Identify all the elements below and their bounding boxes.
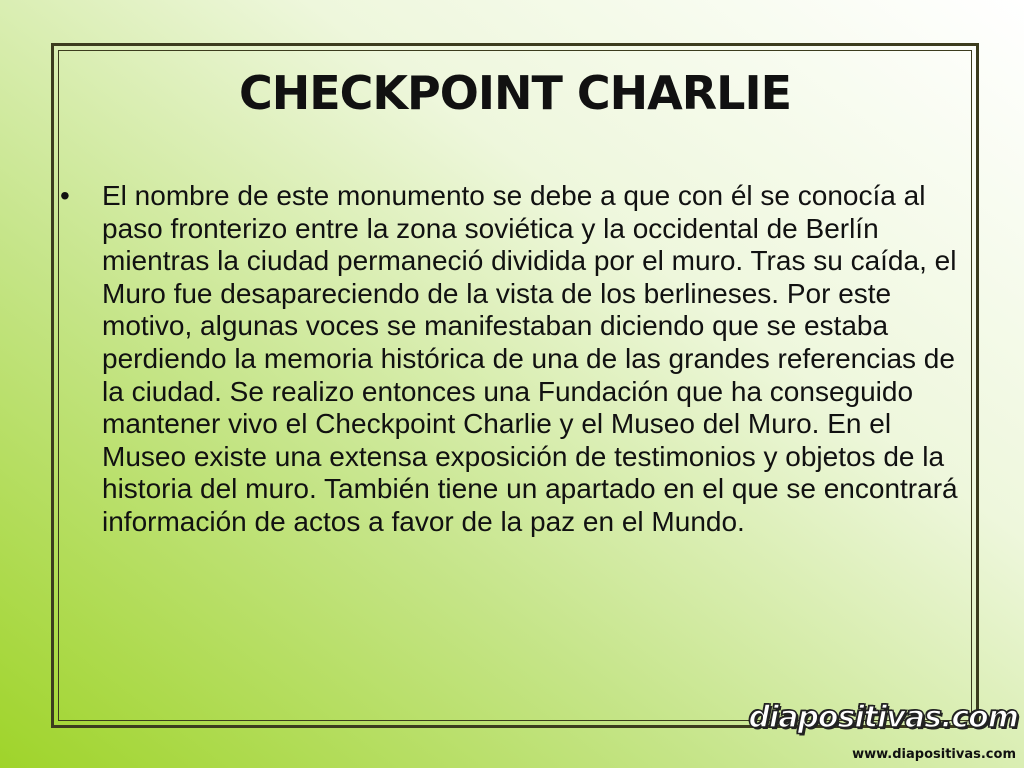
bullet-text: El nombre de este monumento se debe a que con él se conocía al paso fronterizo entre la zona soviética y la occidental de Berlín mientras la ciudad permaneció dividida por el muro. Tras su caída, el Muro fue desapareciendo de la vista de los berlineses. Por este motivo, algunas voces se manifestaban diciendo que se estaba perdiendo la memoria histórica de una de las grandes referencias de la ciudad. Se realizo entonces una Fundación que ha conseguido mantener vivo el Checkpoint Charlie y el Museo del Muro. En el Museo existe una extensa exposición de testimonios y objetos de la historia del muro. También tiene un apartado en el que se encontrará información de actos a favor de la paz en el Mundo. — [102, 180, 958, 537]
bullet-item — [60, 180, 970, 539]
diapositivas-logo — [748, 700, 1018, 762]
slide-title: CHECKPOINT CHARLIE — [238, 66, 792, 120]
logo-url: www.diapositivas.com — [852, 747, 1016, 762]
bullet-marker: • — [60, 180, 70, 211]
slide-content — [60, 180, 970, 539]
logo-wordmark: diapositivas.com — [748, 700, 1018, 735]
